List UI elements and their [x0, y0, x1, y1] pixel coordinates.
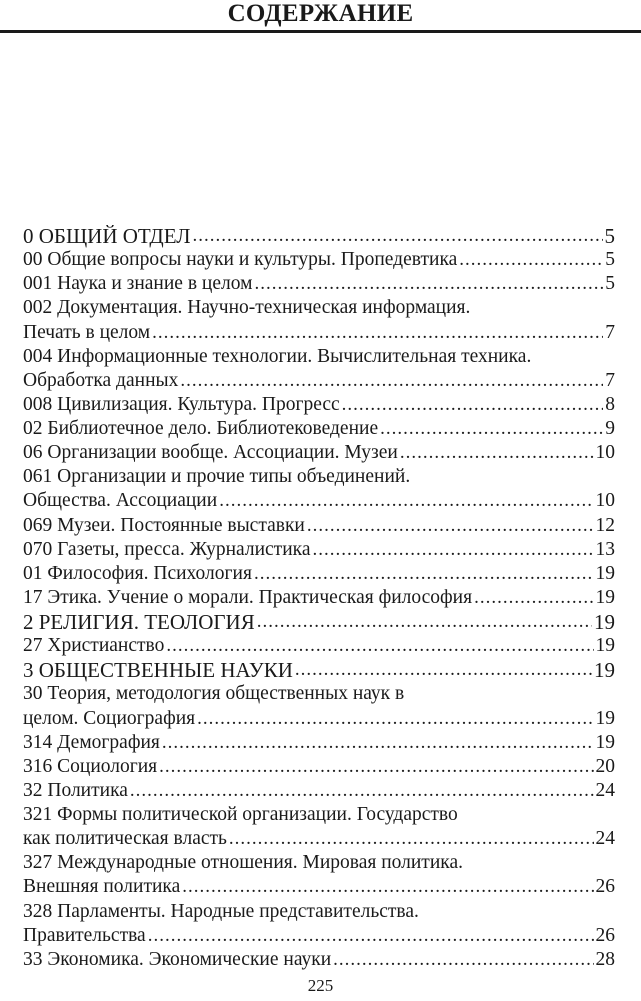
toc-entry-title: Печать в целом	[23, 321, 151, 343]
toc-entry	[23, 296, 615, 320]
toc-entry	[23, 875, 615, 899]
toc-entry-page: 12	[595, 514, 615, 536]
dot-leader	[166, 634, 593, 658]
toc-entry-page: 19	[595, 635, 615, 657]
dot-leader	[312, 538, 593, 562]
toc-entry	[23, 514, 615, 538]
dot-leader	[162, 731, 594, 755]
toc-entry	[23, 948, 615, 972]
toc-entry-page: 28	[595, 948, 615, 970]
toc-entry	[23, 658, 615, 682]
toc-entry-title: 30 Теория, методология общественных наук в	[23, 683, 405, 705]
toc-entry-title: 004 Информационные технологии. Вычислительная техника.	[23, 345, 532, 367]
toc-entry-title: 001 Наука и знание в целом	[23, 273, 253, 295]
toc-entry-page: 19	[595, 586, 615, 608]
toc-entry-page: 10	[595, 442, 615, 464]
toc-entry-page: 19	[595, 731, 615, 753]
dot-leader	[130, 779, 594, 803]
toc-entry-title: 17 Этика. Учение о морали. Практическая философия	[23, 586, 473, 608]
toc-entry	[23, 634, 615, 658]
dot-leader	[400, 441, 594, 465]
dot-leader	[257, 610, 592, 634]
toc-entry-page: 10	[595, 490, 615, 512]
dot-leader	[182, 875, 593, 899]
toc-entry-page: 5	[605, 273, 615, 295]
toc-entry-title: 327 Международные отношения. Мировая политика.	[23, 852, 463, 874]
toc-entry	[23, 779, 615, 803]
dot-leader	[159, 755, 593, 779]
dot-leader	[254, 272, 603, 296]
toc-entry	[23, 803, 615, 827]
toc-entry	[23, 682, 615, 706]
toc-entry	[23, 731, 615, 755]
toc-entry-title: 0 ОБЩИЙ ОТДЕЛ	[23, 224, 191, 248]
toc-entry	[23, 707, 615, 731]
dot-leader	[180, 369, 603, 393]
toc-entry-title: 01 Философия. Психология	[23, 562, 252, 584]
dot-leader	[295, 658, 592, 682]
toc-entry-page: 7	[605, 321, 615, 343]
page-title: СОДЕРЖАНИЕ	[227, 0, 414, 27]
toc-entry	[23, 827, 615, 851]
toc-entry	[23, 900, 615, 924]
toc-entry-page: 26	[595, 876, 615, 898]
toc-entry-title: 321 Формы политической организации. Государство	[23, 804, 458, 825]
toc-entry-title: 314 Демография	[23, 731, 160, 753]
toc-entry	[23, 272, 615, 296]
toc-entry-page: 19	[594, 610, 615, 634]
dot-leader	[342, 393, 604, 417]
toc-entry	[23, 248, 615, 272]
toc-entry-page: 13	[595, 538, 615, 560]
toc-entry-title: 32 Политика	[23, 779, 128, 801]
table-of-contents	[23, 224, 615, 972]
toc-entry-title: 069 Музеи. Постоянные выставки	[23, 514, 305, 536]
toc-entry	[23, 489, 615, 513]
toc-entry-title: 00 Общие вопросы науки и культуры. Пропедевтика	[23, 249, 458, 271]
toc-entry-page: 5	[605, 249, 615, 271]
toc-entry	[23, 417, 615, 441]
toc-entry-page: 7	[605, 369, 615, 391]
toc-entry-title: Правительства	[23, 924, 146, 946]
toc-entry-page: 5	[604, 224, 615, 248]
toc-entry-title: Внешняя политика	[23, 876, 181, 898]
dot-leader	[229, 827, 594, 851]
toc-entry-title: 27 Христианство	[23, 635, 165, 657]
dot-leader	[380, 417, 603, 441]
dot-leader	[197, 707, 593, 731]
toc-entry	[23, 224, 615, 248]
dot-leader	[219, 489, 593, 513]
toc-entry-title: целом. Социография	[23, 707, 196, 729]
toc-entry	[23, 369, 615, 393]
toc-entry-title: 328 Парламенты. Народные представительства.	[23, 900, 419, 922]
toc-entry-title: 3 ОБЩЕСТВЕННЫЕ НАУКИ	[23, 658, 293, 683]
toc-entry-page: 20	[595, 755, 615, 777]
toc-entry	[23, 345, 615, 369]
toc-entry	[23, 610, 615, 634]
toc-entry	[23, 924, 615, 948]
toc-entry-title: 070 Газеты, пресса. Журналистика	[23, 538, 311, 560]
dot-leader	[474, 586, 593, 610]
toc-entry-page: 19	[595, 707, 615, 729]
toc-entry-title: 2 РЕЛИГИЯ. ТЕОЛОГИЯ	[23, 610, 255, 634]
toc-entry-page: 24	[595, 779, 615, 801]
dot-leader	[193, 224, 603, 248]
dot-leader	[254, 562, 594, 586]
toc-entry-page: 24	[595, 828, 615, 850]
toc-entry-page: 19	[594, 658, 615, 683]
dot-leader	[148, 924, 594, 948]
toc-entry	[23, 538, 615, 562]
toc-entry-title: 33 Экономика. Экономические науки	[23, 948, 332, 970]
toc-entry-title: Обработка данных	[23, 369, 179, 391]
dot-leader	[307, 514, 594, 538]
toc-entry	[23, 755, 615, 779]
toc-entry-title: 316 Социология	[23, 755, 158, 777]
toc-entry-title: как политическая власть	[23, 828, 227, 850]
toc-entry	[23, 586, 615, 610]
dot-leader	[333, 948, 593, 972]
toc-entry-page: 8	[605, 393, 615, 415]
toc-entry-title: 002 Документация. Научно-техническая информация.	[23, 297, 471, 319]
toc-entry-page: 19	[595, 562, 615, 584]
dot-leader	[152, 321, 603, 345]
toc-entry	[23, 562, 615, 586]
toc-entry-title: Общества. Ассоциации	[23, 490, 218, 512]
toc-entry	[23, 465, 615, 489]
toc-entry-title: 008 Цивилизация. Культура. Прогресс	[23, 393, 340, 415]
toc-entry-title: 061 Организации и прочие типы объединений.	[23, 466, 411, 488]
toc-entry-page: 9	[605, 418, 615, 439]
toc-entry-title: 06 Организации вообще. Ассоциации. Музеи	[23, 442, 398, 464]
toc-entry-title: 02 Библиотечное дело. Библиотековедение	[23, 418, 379, 439]
toc-entry-page: 26	[595, 924, 615, 946]
toc-entry	[23, 321, 615, 345]
toc-entry	[23, 393, 615, 417]
page-number: 225	[307, 976, 334, 995]
title-divider	[0, 30, 641, 33]
dot-leader	[459, 248, 603, 272]
toc-entry	[23, 441, 615, 465]
toc-entry	[23, 851, 615, 875]
